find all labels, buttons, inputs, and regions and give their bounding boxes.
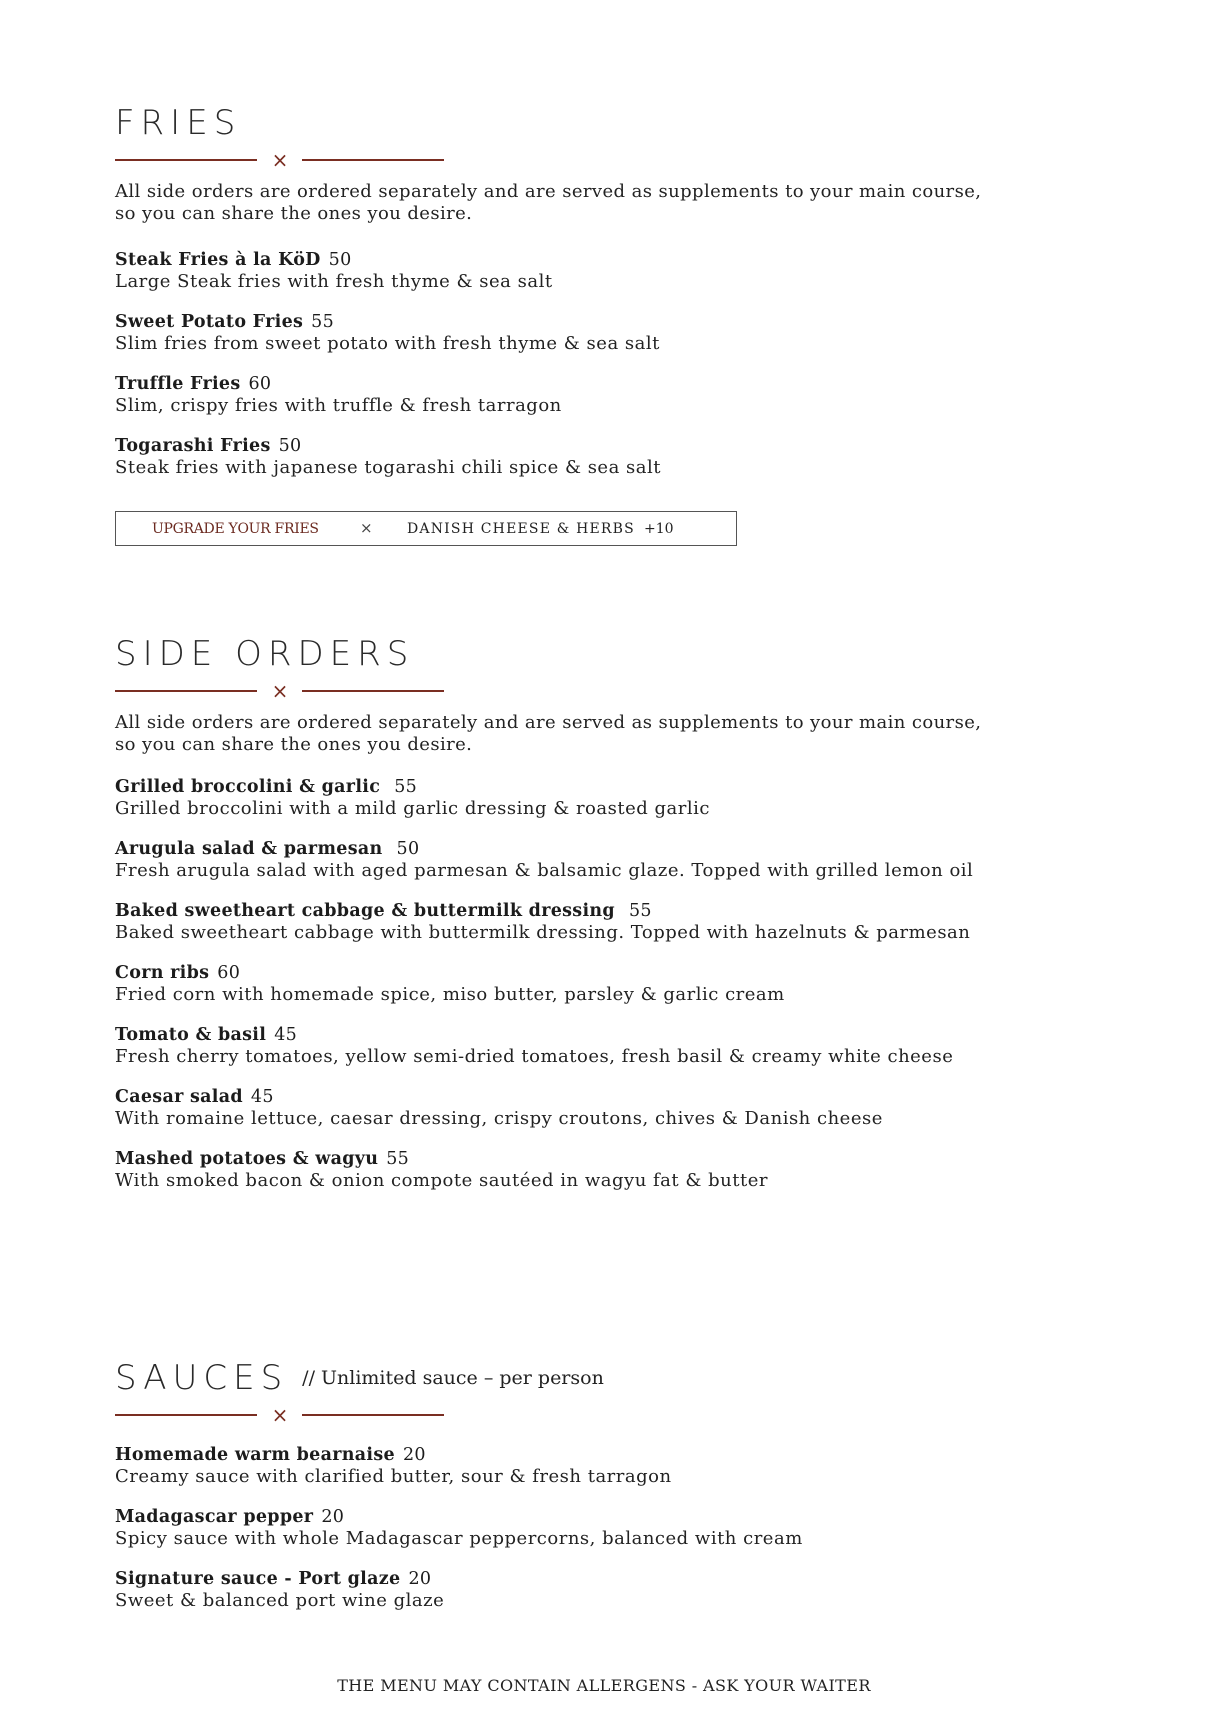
- item-price: 55: [386, 1149, 410, 1169]
- item-description: Steak fries with japanese togarashi chili spice & sea salt: [115, 457, 661, 478]
- menu-list: [115, 776, 1095, 1192]
- item-name: Arugula salad & parmesan: [115, 839, 383, 859]
- menu-item: [115, 373, 1095, 417]
- sauces-section: [115, 1358, 1095, 1612]
- menu-item: [115, 1568, 1095, 1612]
- cross-icon: ×: [271, 148, 289, 172]
- menu-item: [115, 311, 1095, 355]
- section-intro: [115, 712, 1095, 756]
- item-name: Signature sauce - Port glaze: [115, 1569, 401, 1589]
- item-name: Steak Fries à la KöD: [115, 250, 321, 270]
- item-description: Fresh arugula salad with aged parmesan & balsamic glaze. Topped with grilled lemon oil: [115, 860, 974, 881]
- item-name: Homemade warm bearnaise: [115, 1445, 395, 1465]
- divider-line-left: [115, 1414, 257, 1416]
- item-description: Baked sweetheart cabbage with buttermilk dressing. Topped with hazelnuts & parmesan: [115, 922, 971, 943]
- item-price: 20: [321, 1507, 345, 1527]
- menu-item: [115, 1024, 1095, 1068]
- section-title: [115, 1358, 1095, 1398]
- item-description: Fried corn with homemade spice, miso butter, parsley & garlic cream: [115, 984, 785, 1005]
- item-description: Fresh cherry tomatoes, yellow semi-dried tomatoes, fresh basil & creamy white cheese: [115, 1046, 954, 1067]
- section-intro: [115, 181, 1095, 225]
- menu-item: [115, 900, 1095, 944]
- item-name: Sweet Potato Fries: [115, 312, 304, 332]
- intro-line: so you can share the ones you desire.: [115, 203, 473, 224]
- item-price: 50: [278, 436, 302, 456]
- upgrade-price: +10: [644, 521, 674, 537]
- divider-line-right: [302, 690, 444, 692]
- item-description: Slim fries from sweet potato with fresh thyme & sea salt: [115, 333, 660, 354]
- item-description: Sweet & balanced port wine glaze: [115, 1590, 445, 1611]
- menu-item: [115, 1506, 1095, 1550]
- item-price: 45: [250, 1087, 274, 1107]
- item-price: 60: [217, 963, 241, 983]
- item-name: Mashed potatoes & wagyu: [115, 1149, 379, 1169]
- item-price: 55: [628, 901, 652, 921]
- upgrade-fries-box: [115, 511, 737, 546]
- section-divider: [115, 679, 445, 703]
- intro-line: All side orders are ordered separately and are served as supplements to your main course,: [115, 181, 982, 202]
- item-price: 50: [328, 250, 352, 270]
- intro-line: All side orders are ordered separately and are served as supplements to your main course,: [115, 712, 982, 733]
- menu-item: [115, 1444, 1095, 1488]
- divider-line-left: [115, 690, 257, 692]
- item-name: Caesar salad: [115, 1087, 243, 1107]
- cross-icon: ×: [271, 679, 289, 703]
- menu-list: [115, 1444, 1095, 1612]
- upgrade-option: DANISH CHEESE & HERBS: [407, 521, 635, 537]
- item-description: With smoked bacon & onion compote sautéed in wagyu fat & butter: [115, 1170, 768, 1191]
- side-orders-section: [115, 634, 1095, 1192]
- item-price: 60: [248, 374, 272, 394]
- menu-item: [115, 1148, 1095, 1192]
- item-description: Large Steak fries with fresh thyme & sea salt: [115, 271, 553, 292]
- section-divider: [115, 148, 445, 172]
- item-name: Togarashi Fries: [115, 436, 271, 456]
- item-price: 20: [408, 1569, 432, 1589]
- menu-list: [115, 249, 1095, 479]
- section-title: SIDE ORDERS: [115, 634, 415, 674]
- item-description: Creamy sauce with clarified butter, sour & fresh tarragon: [115, 1466, 672, 1487]
- item-price: 45: [274, 1025, 298, 1045]
- divider-line-right: [302, 1414, 444, 1416]
- item-name: Grilled broccolini & garlic: [115, 777, 381, 797]
- item-name: Corn ribs: [115, 963, 210, 983]
- item-description: With romaine lettuce, caesar dressing, crispy croutons, chives & Danish cheese: [115, 1108, 883, 1129]
- menu-item: [115, 249, 1095, 293]
- section-title: FRIES: [115, 103, 242, 143]
- item-name: Baked sweetheart cabbage & buttermilk dressing: [115, 901, 615, 921]
- cross-icon: ×: [360, 519, 373, 537]
- fries-section: [115, 103, 1095, 479]
- section-subtitle: // Unlimited sauce – per person: [302, 1367, 604, 1389]
- allergen-notice: THE MENU MAY CONTAIN ALLERGENS - ASK YOUR WAITER: [337, 1676, 871, 1695]
- item-price: 55: [394, 777, 418, 797]
- menu-item: [115, 435, 1095, 479]
- item-name: Truffle Fries: [115, 374, 241, 394]
- intro-line: so you can share the ones you desire.: [115, 734, 473, 755]
- item-price: 20: [402, 1445, 426, 1465]
- upgrade-label: UPGRADE YOUR FRIES: [152, 521, 319, 537]
- item-name: Tomato & basil: [115, 1025, 267, 1045]
- item-name: Madagascar pepper: [115, 1507, 314, 1527]
- menu-item: [115, 1086, 1095, 1130]
- item-description: Grilled broccolini with a mild garlic dressing & roasted garlic: [115, 798, 710, 819]
- item-description: Spicy sauce with whole Madagascar peppercorns, balanced with cream: [115, 1528, 803, 1549]
- menu-item: [115, 776, 1095, 820]
- menu-item: [115, 838, 1095, 882]
- cross-icon: ×: [271, 1403, 289, 1427]
- item-price: 55: [311, 312, 335, 332]
- divider-line-left: [115, 159, 257, 161]
- section-title-text: SAUCES: [115, 1358, 289, 1398]
- item-price: 50: [396, 839, 420, 859]
- menu-item: [115, 962, 1095, 1006]
- divider-line-right: [302, 159, 444, 161]
- item-description: Slim, crispy fries with truffle & fresh tarragon: [115, 395, 562, 416]
- section-divider: [115, 1403, 445, 1427]
